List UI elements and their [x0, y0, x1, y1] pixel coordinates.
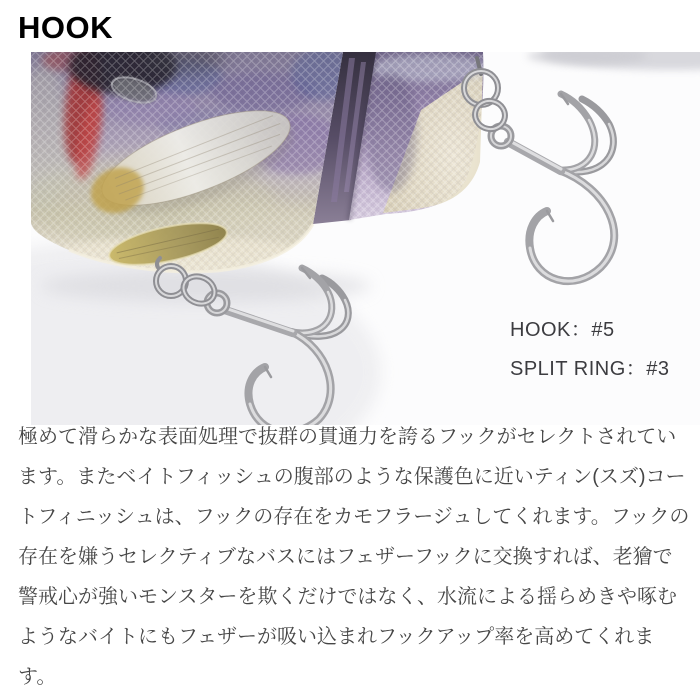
spec-overlay — [510, 311, 670, 389]
product-photo — [31, 52, 700, 425]
section-heading: HOOK — [18, 10, 113, 45]
spec-hook-size: HOOK：#5 — [510, 319, 615, 341]
description-text: 極めて滑らかな表面処理で抜群の貫通力を誇るフックがセレクトされています。またベイトフィッシュの腹部のような保護色に近いティン(スズ)コートフィニッシュは、フックの存在をカモフラージュしてくれます。フックの存在を嫌うセレクティブなバスにはフェザーフックに交換すれば、老獪で警戒心が強いモンスターを欺くだけではなく、水流による揺らめきや啄むようなバイトにもフェザーが吸い込まれフックアップ率を高めてくれます。 — [18, 426, 690, 688]
spec-split-ring-size: SPLIT RING：#3 — [510, 358, 670, 380]
